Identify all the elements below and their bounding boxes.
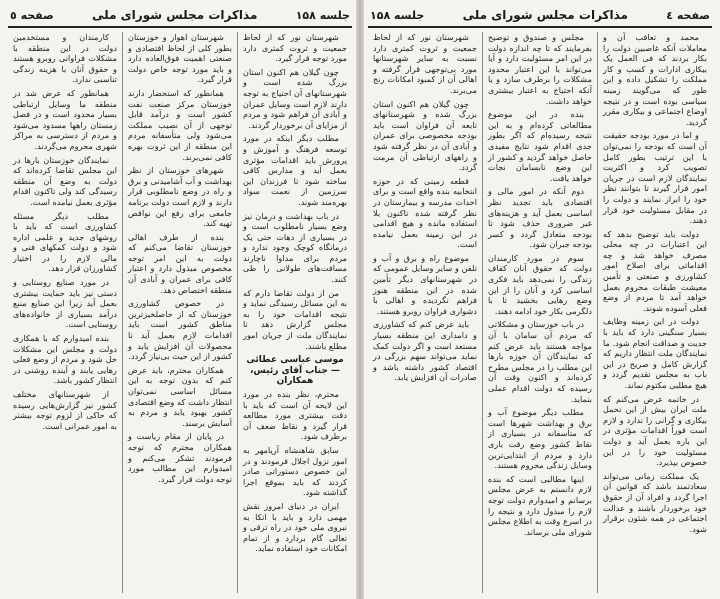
header-rule — [368, 26, 712, 28]
paragraph: دولت باید توضیح بدهد که این اعتبارات در چه محلی مصرف خواهد شد و چه اقداماتی برای اصلاح امور کشاورزی و صنعتی و تأمین معیشت طبقات محروم بعمل خواهد آمد تا مردم از وضع فعلی آسوده شوند. — [603, 228, 707, 313]
paragraph: مطلب دیگر اینکه در مورد توسعه فرهنگ و آموزش و پرورش باید اقدامات مؤثری بعمل آید و مدارس کافی ساخته شود تا فرزندان این سرزمین از نعمت سواد بهره‌مند شوند. — [243, 133, 347, 207]
paragraph: شهرهای خوزستان از نظر بهداشت و آب آشامیدنی و برق و راه در وضع نامطلوبی قرار دارند و لازم است دولت برنامه جامعی برای رفع این نواقص تهیه کند. — [128, 165, 232, 229]
session-number: جلسه ۱۵۸ — [370, 8, 425, 22]
paragraph: در خصوص کشاورزی خوزستان که از حاصلخیزترین مناطق کشور است باید اقدامات لازم بعمل آید تا محصولات آن افزایش یابد و کشور از این حیث بی‌نیاز گردد. — [128, 298, 232, 362]
right-page — [360, 0, 720, 599]
paragraph: دولت در این زمینه وظایف بسیار سنگینی دارد که باید با جدیت و صداقت انجام شود. ما نمایندگان ملت انتظار داریم که گزارش کامل و صریح در این باب به مجلس تقدیم گردد و هیچ مطلبی مکتوم نماند. — [603, 316, 707, 390]
paragraph: اینها مطالبی است که بنده لازم دانستم به عرض مجلس برسانم و امیدوارم دولت توجه لازم را مبذول دارد و نتیجه را در اسرع وقت به اطلاع مجلس شورای ملی برساند. — [488, 473, 592, 537]
text-column — [8, 32, 123, 593]
paragraph: باید عرض کنم که کشاورزی و دامداری این منطقه بسیار مستعد است و اگر دولت کمک نماید می‌تواند سهم بزرگی در اقتصاد کشور داشته باشد و صادرات آن افزایش یابد. — [373, 319, 477, 383]
paragraph: من از دولت تقاضا دارم که به این مسائل رسیدگی نماید و نتیجه اقدامات خود را به مجلس گزارش دهد تا نمایندگان ملت از جریان امور مطلع باشند. — [243, 287, 347, 351]
paragraph: شهرستان اهواز و خوزستان بطور کلی از لحاظ اقتصادی و صنعتی اهمیت فوق‌العاده دارد و باید مورد توجه خاص دولت قرار گیرد. — [128, 32, 232, 85]
right-page-header — [370, 6, 710, 24]
paragraph: محترم، نظر بنده در مورد این لایحه آن است که باید با دقت بیشتری مورد مطالعه قرار گیرد و نقاط ضعف آن برطرف شود. — [243, 389, 347, 442]
paragraph: و اما در مورد بودجه حقیقت آن است که بودجه را نمی‌توان با این ترتیب بطور کامل تصویب کرد و اکثریت نمایندگان لازم است در جریان امور قرار گیرند تا بتوانند نظر خود را ابراز نمایند و دولت را در مقابل مسئولیت خود قرار دهند. — [603, 130, 707, 226]
paragraph: یک مملکت زمانی می‌تواند سعادتمند باشد که قوانین آن اجرا گردد و افراد آن از حقوق خود برخوردار باشند و عدالت اجتماعی در همه شئون برقرار شود. — [603, 470, 707, 534]
paragraph: بنده امیدوارم که با همکاری دولت و مجلس این مشکلات حل شود و مردم از وضع فعلی رهایی یابند و آینده روشنی در انتظار کشور باشد. — [13, 333, 117, 386]
left-page-header — [10, 6, 350, 24]
paragraph: مطلب دیگر مسئله کشاورزی است که باید با روشهای جدید و علمی اداره شود و دولت کمکهای فنی و مالی لازم را در اختیار کشاورزان قرار دهد. — [13, 210, 117, 274]
text-column — [368, 32, 483, 593]
paragraph: بنده از طرف اهالی خوزستان تقاضا می‌کنم که دولت به این امر توجه مخصوص مبذول دارد و اعتبار کافی برای عمران و آبادی آن منطقه اختصاص دهد. — [128, 231, 232, 295]
paragraph: همانطور که عرض شد در منطقه ما وسایل ارتباطی بسیار محدود است و در فصل زمستان راهها مسدود می‌شود و مردم از دسترسی به مراکز شهری محروم می‌گردند. — [13, 87, 117, 151]
page-number: صفحه ٤ — [666, 8, 710, 22]
paragraph: مجلس و صندوق و توضیح بفرمایند که تا چه اندازه دولت در این امر مسئولیت دارد و آیا می‌تواند با این اعتبار محدود مشکلات را برطرف سازد و یا آنکه احتیاج به اعتبار بیشتری خواهد داشت. — [488, 32, 592, 106]
paragraph: در پایان از مقام ریاست و همکاران محترم که توجه فرمودند تشکر می‌کنم و امیدوارم این مطالب مورد توجه دولت قرار گیرد. — [128, 431, 232, 484]
paragraph: در مورد صنایع روستایی و دستی نیز باید حمایت بیشتری بعمل آید زیرا این صنایع منبع درآمد بسیاری از خانواده‌های روستایی است. — [13, 277, 117, 330]
paragraph: همکاران محترم، باید عرض کنم که بدون توجه به این مسائل اساسی نمی‌توان انتظار داشت که وضع اقتصادی کشور بهبود یابد و مردم به آسایش برسند. — [128, 364, 232, 428]
header-rule — [8, 26, 352, 28]
paragraph: ایران در دنیای امروز نقش مهمی دارد و باید با اتکا به نیروی ملی خود در راه ترقی و تعالی گام بردارد و از تمام امکانات خود استفاده نماید. — [243, 500, 347, 554]
paragraph: نمایندگان خوزستان بارها در این مجلس تقاضا کرده‌اند که دولت به وضع آن منطقه رسیدگی کند ولی تاکنون اقدام مؤثری بعمل نیامده است. — [13, 154, 117, 207]
session-number: جلسه ۱۵۸ — [295, 8, 350, 22]
text-column — [123, 32, 238, 593]
speaker-heading: موسی عباسی عطائی — جناب آقای رئیس، همکاران — [246, 355, 344, 387]
page-title: مذاکرات مجلس شورای ملی — [462, 8, 628, 22]
right-page-columns — [368, 32, 712, 593]
paragraph: همانطور که استحضار دارند خوزستان مرکز صنعت نفت کشور است و درآمد قابل توجهی از آن نصیب مملکت می‌شود ولی متأسفانه مردم این منطقه از این ثروت بهره کافی نمی‌برند. — [128, 87, 232, 162]
paragraph: از شهرستانهای مختلف کشور نیز گزارش‌هایی رسیده که حاکی از لزوم توجه بیشتر به امور عمرانی است. — [13, 389, 117, 431]
page-title: مذاکرات مجلس شورای ملی — [92, 8, 258, 22]
paragraph: سوم در مورد کارمندان دولت که حقوق آنان کفاف زندگی را نمی‌دهد باید فکری اساسی کرد و آنان را از این وضع رهایی بخشید تا با دلگرمی بکار خود ادامه دهند. — [488, 252, 592, 316]
left-page-columns — [8, 32, 352, 593]
paragraph: شهرستان نور که از لحاظ جمعیت و ثروت کمتری دارد نسبت به سایر شهرستانها مورد بی‌توجهی قرار گرفته و اهالی آن از کمبود امکانات رنج می‌برند. — [373, 32, 477, 95]
paragraph: موضوع راه و برق و آب و تلفن و سایر وسایل عمومی که در شهرستانهای دیگر تأمین شده در این منطقه هنوز فراهم نگردیده و اهالی با دشواری فراوان روبرو هستند. — [373, 252, 477, 316]
paragraph: در باب خوزستان و مشکلاتی که مردم آن سامان با آن مواجه هستند باید عرض کنم که نمایندگان آن حوزه بارها این مطلب را در مجلس مطرح کرده‌اند و اکنون وقت آن رسیده که دولت اقدام عملی بنماید. — [488, 319, 592, 404]
page-gutter — [356, 0, 364, 599]
paragraph: شهرستان نور که از لحاظ جمعیت و ثروت کمتری دارد مورد توجه قرار گیرد. — [243, 32, 347, 64]
paragraph: چون گیلان هم اکنون استان بزرگ شده و شهرستانهای تابعه آن فراوان است باید بودجه مخصوصی برای عمران و آبادی آن در نظر گرفته شود و راههای ارتباطی آن مرمت گردد. — [373, 98, 477, 173]
text-column — [238, 32, 352, 593]
paragraph: دوم آنکه در امور مالی و اقتصادی باید تجدید نظر اساسی بعمل آید و هزینه‌های غیر ضروری حذف شود تا بودجه متعادل گردد و کسر بودجه جبران شود. — [488, 186, 592, 250]
paragraph: سابق شاهنشاه آریامهر به امور نزول اجلال فرمودند و در این خصوص دستوراتی صادر کردند که باید بموقع اجرا گذاشته شود. — [243, 444, 347, 498]
paragraph: قطعه زمینی که در حوزه انتخابیه بنده واقع است و برای احداث مدرسه و بیمارستان در نظر گرفته شده تاکنون بلا استفاده مانده و هیچ اقدامی در این زمینه بعمل نیامده است. — [373, 175, 477, 250]
paragraph: در باب بهداشت و درمان نیز وضع بسیار نامطلوب است و در بسیاری از دهات حتی یک درمانگاه کوچک وجود ندارد و مردم برای مداوا ناچارند مسافت‌های طولانی را طی کنند. — [243, 210, 347, 285]
paragraph: چون گیلان هم اکنون استان بزرگ شده است و شهرستانهای آن احتیاج به توجه دارند لازم است وسایل عمران و آبادی آن فراهم شود و مردم از مزایای آن برخوردار گردند. — [243, 66, 347, 130]
paragraph: محمد و تعاقب آن و معاملات آنکه غاصبین دولت را بکار بردند که فی العمل یک بیکاری ادارات و کسب و کار مملکت را تشکیل داده و این طور که می‌گویند زمینه سیاسی بوده است و در نتیجه اوضاع اجتماعی و بیکاری مقرر گردید. — [603, 32, 707, 127]
text-column — [598, 32, 712, 593]
text-column — [483, 32, 598, 593]
paragraph: در خاتمه عرض می‌کنم که ملت ایران بیش از این تحمل بیکاری و گرانی را ندارد و لازم است فوراً اقدامات مؤثری در این باره بعمل آید و دولت مسئولیت خود را در این خصوص بپذیرد. — [603, 393, 707, 468]
paragraph: کارمندان و مستخدمین دولت در این منطقه با مشکلات فراوانی روبرو هستند و حقوق آنان با هزینه زندگی تناسبی ندارد. — [13, 32, 117, 85]
paragraph: مطلب دیگر موضوع آب و برق و بهداشت شهرها است که متأسفانه در بسیاری از نقاط کشور وضع رقت باری دارد و مردم از ابتدایی‌ترین وسایل زندگی محروم هستند. — [488, 407, 592, 471]
page-number: صفحه ٥ — [10, 8, 54, 22]
paragraph: بنده در این موضوع مطالعاتی کرده‌ام و به این نتیجه رسیده‌ام که اگر بطور جدی اقدام شود نتایج مفیدی حاصل خواهد گردید و کشور از این وضع نابسامان نجات خواهد یافت. — [488, 109, 592, 183]
